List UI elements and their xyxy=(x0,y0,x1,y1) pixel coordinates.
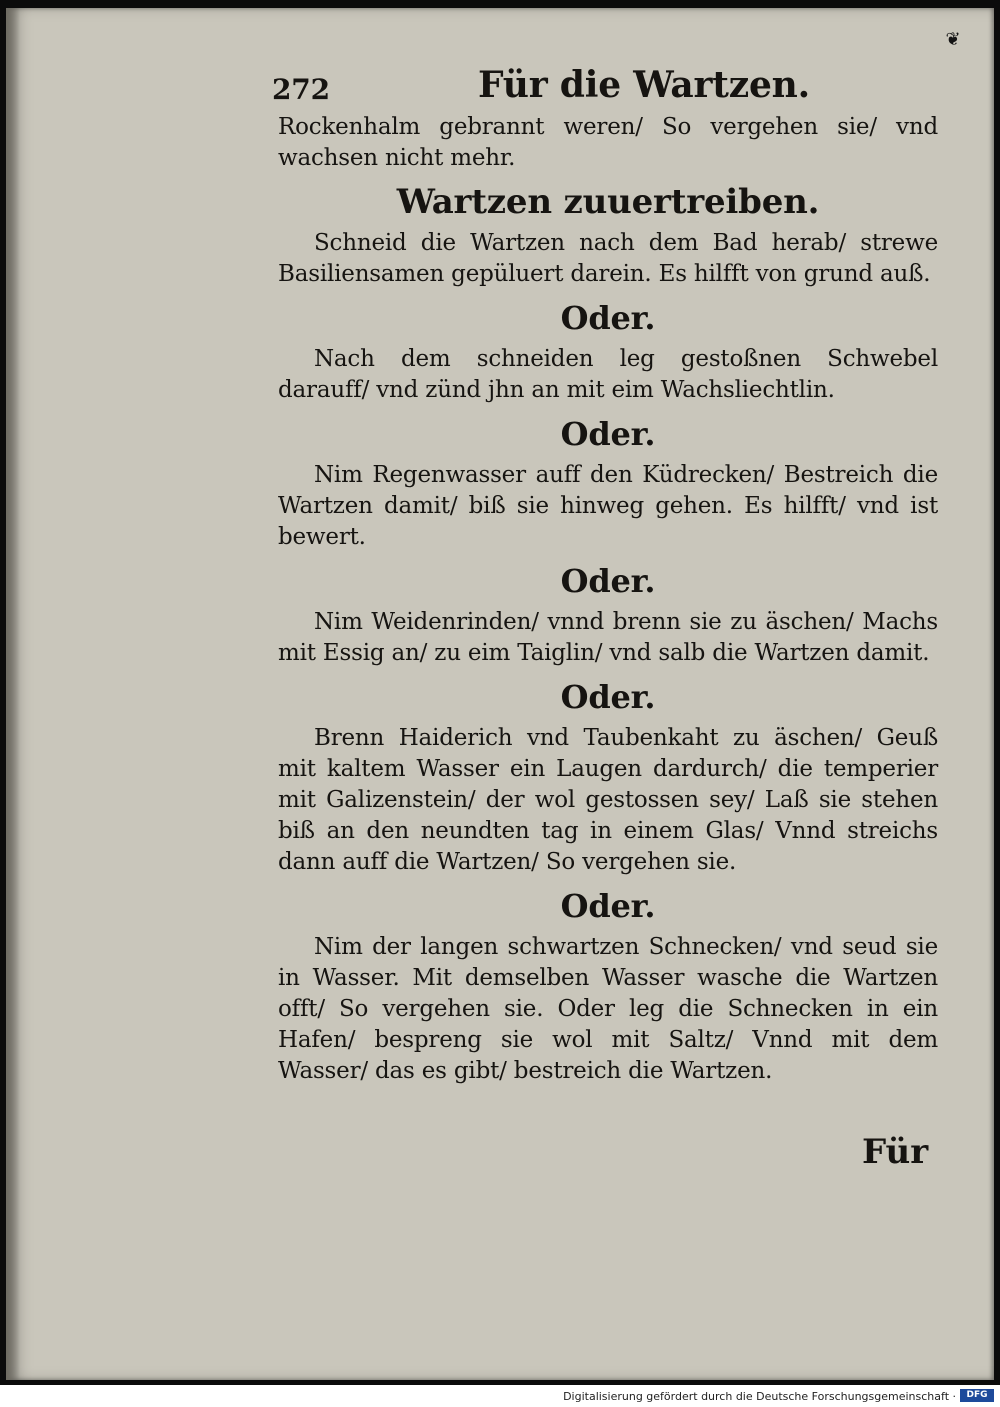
paragraph-continuation: Rockenhalm gebrannt weren/ So vergehen sie/ vnd wachsen nicht mehr. xyxy=(278,114,938,171)
heading-oder-2: Oder. xyxy=(560,415,656,453)
paragraph-recipe-5: Brenn Haiderich vnd Taubenkaht zu äschen/ Geuß mit kaltem Wasser ein Laugen dardurch/ die temperier mit Galizenstein/ der wol gestossen sey/ Laß sie stehen biß an den neundten tag in einem Glas/ Vnnd streichs dann auff die Wartzen/ So vergehen sie. xyxy=(278,725,938,875)
ornament-mark: ❦ xyxy=(945,29,961,50)
heading-oder-5: Oder. xyxy=(560,887,656,925)
paragraph-recipe-6: Nim der langen schwartzen Schnecken/ vnd seud sie in Wasser. Mit demselben Wasser wasche die Wartzen offt/ So vergehen sie. Oder leg die Schnecken in ein Hafen/ bespreng sie wol mit Saltz/ Vnnd mit dem Wasser/ das es gibt/ bestreich die Wartzen. xyxy=(278,934,938,1084)
dfg-logo: DFG xyxy=(960,1389,994,1402)
page-gutter-shadow xyxy=(6,8,20,1380)
running-title: Für die Wartzen. xyxy=(478,64,810,106)
paragraph-recipe-2: Nach dem schneiden leg gestoßnen Schwebel darauff/ vnd zünd jhn an mit eim Wachsliechtlin. xyxy=(278,346,938,403)
paragraph-recipe-3: Nim Regenwasser auff den Küdrecken/ Bestreich die Wartzen damit/ biß sie hinweg gehen. Es hilfft/ vnd ist bewert. xyxy=(278,462,938,550)
heading-oder-3: Oder. xyxy=(560,562,656,600)
page-header xyxy=(272,64,938,112)
heading-oder-4: Oder. xyxy=(560,678,656,716)
page-number: 272 xyxy=(272,73,330,106)
heading-oder-1: Oder. xyxy=(560,299,656,337)
catchword: Für xyxy=(862,1132,929,1172)
footer-credit: Digitalisierung gefördert durch die Deutsche Forschungsgemeinschaft · xyxy=(563,1390,956,1403)
section-heading: Wartzen zuuertreiben. xyxy=(396,182,820,222)
paragraph-recipe-4: Nim Weidenrinden/ vnnd brenn sie zu äschen/ Machs mit Essig an/ zu eim Taiglin/ vnd salb die Wartzen damit. xyxy=(278,609,938,666)
paragraph-recipe-1: Schneid die Wartzen nach dem Bad herab/ strewe Basiliensamen gepüluert darein. Es hilfft von grund auß. xyxy=(278,230,938,287)
footer-bar xyxy=(0,1385,1000,1407)
page-text-block xyxy=(272,64,938,1087)
